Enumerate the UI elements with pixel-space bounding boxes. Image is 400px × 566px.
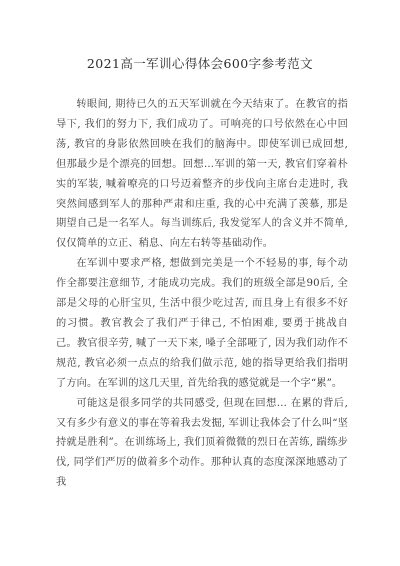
paragraph-1: 转眼间, 期待已久的五天军训就在今天结束了。在教官的指导下, 我们的努力下, 我们成功了。可响亮的口号依然在心中回荡, 教官的身影依然回映在我们的脑海中。即使军训已成回想, 但那最少是个漂亮的回想。回想…军训的第一天, 教官们穿着朴实的军装, 喊着嘹亮的口号迈着整齐的步伐向主席台走进时, 我突然间感到军人的那种严肃和庄重, 我的心中充满了羡慕, 那是期望自己是一名军人。每当训练后, 我发觉军人的含义并不简单, 仅仅简单的立正、稍息、向左右转等基础动作。 [56, 99, 348, 250]
document-body [56, 95, 348, 493]
document-title: 2021高一军训心得体会600字参考范文 [86, 56, 314, 71]
paragraph-3: 可能这是很多同学的共同感受, 但现在回想… 在累的背后, 又有多少有意义的事在等着我去发掘, 军训让我体会了什么叫“坚持就是胜利”。在训练场上, 我们顶着微微的烈日在苦练, 踹练步伐, 同学们严厉的做着多个动作。那种认真的态度深深地感动了我 [56, 397, 348, 489]
paragraph-2: 在军训中要求严格, 想做到完美是一个不轻易的事, 每个动作全都要注意细节, 才能成功完成。我们的班级全部是90后, 全部是父母的心肝宝贝, 生活中很少吃过苦, 而且身上有很多不好的习惯。教官教会了我们严于律己, 不怕困难, 要勇于挑战自己。教官很辛劳, 喊了一天下来, 嗓子全部哑了, 因为我们动作不规范, 教官必须一点点的给我们做示范, 她的指导更给我们指明了方向。在军训的这几天里, 首先给我的感觉就是一个字“累”。 [56, 258, 348, 389]
